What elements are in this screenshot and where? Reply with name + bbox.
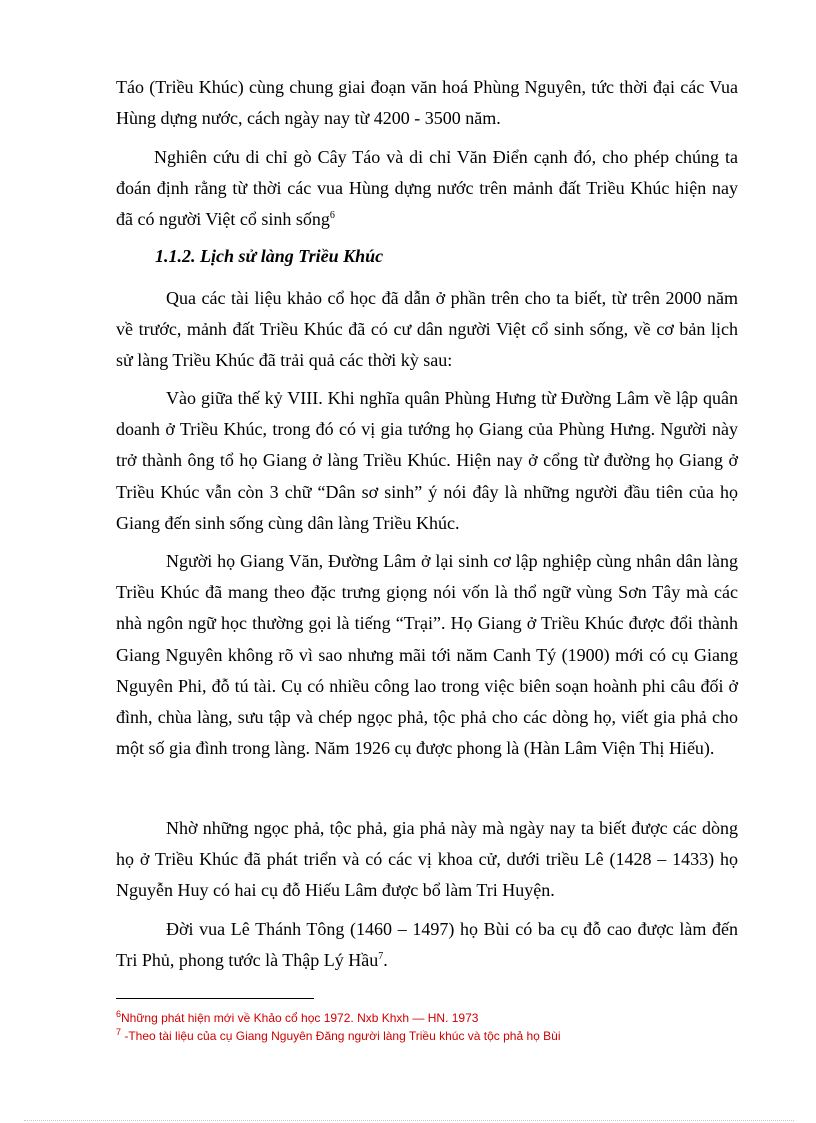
paragraph-2 [116,142,738,236]
footnote-7-text: -Theo tài liệu của cụ Giang Nguyên Đăng người làng Triều khúc và tộc phả họ Bùi [121,1029,561,1043]
footnote-6-text: Những phát hiện mới về Khảo cổ học 1972. Nxb Khxh — HN. 1973 [121,1011,479,1025]
paragraph-1 [116,72,738,134]
footnote-7-mark: 7 [116,1027,122,1037]
footnote-separator [116,998,314,999]
paragraph-3 [116,283,738,377]
paragraph-6-text: Nhờ những ngọc phả, tộc phả, gia phả này mà ngày nay ta biết được các dòng họ ở Triều Khúc đã phát triển và có các vị khoa cử, dưới triều Lê (1428 – 1433) họ Nguyễn Huy có hai cụ đỗ Hiếu Lâm được bổ làm Tri Huyện. [116,818,738,901]
paragraph-7-period: . [383,950,388,971]
footnote-6-mark: 6 [116,1009,122,1019]
section-heading: 1.1.2. Lịch sử làng Triều Khúc [155,246,384,266]
paragraph-4 [116,383,738,539]
paragraph-4-text: Vào giữa thế kỷ VIII. Khi nghĩa quân Phùng Hưng từ Đường Lâm về lập quân doanh ở Triều Khúc, trong đó có vị gia tướng họ Giang của Phùng Hưng. Người này trở thành ông tổ họ Giang ở làng Triều Khúc. Hiện nay ở cổng từ đường họ Giang ở Triều Khúc vẫn còn 3 chữ “Dân sơ sinh” ý nói đây là những người đầu tiên của họ Giang đến sinh sống cùng dân làng Triều Khúc. [116,388,738,533]
paragraph-7-text: Đời vua Lê Thánh Tông (1460 – 1497) họ Bùi có ba cụ đỗ cao được làm đến Tri Phủ, phong tước là Thập Lý Hầu [116,919,738,971]
paragraph-3-text: Qua các tài liệu khảo cổ học đã dẫn ở phần trên cho ta biết, từ trên 2000 năm về trước, mảnh đất Triều Khúc đã có cư dân người Việt cổ sinh sống, về cơ bản lịch sử làng Triều Khúc đã trải quả các thời kỳ sau: [116,288,738,371]
page-bottom-border [24,1120,794,1121]
footnote-ref-6[interactable]: 6 [329,210,335,222]
paragraph-5 [116,546,738,764]
footnote-ref-7[interactable]: 7 [378,951,384,963]
footnote-7 [116,1029,756,1043]
paragraph-5-text: Người họ Giang Văn, Đường Lâm ở lại sinh cơ lập nghiệp cùng nhân dân làng Triều Khúc đã mang theo đặc trưng giọng nói vốn là thổ ngữ vùng Sơn Tây mà các nhà ngôn ngữ học thường gọi là tiếng “Trại”. Họ Giang ở Triều Khúc được đổi thành Giang Nguyên không rõ vì sao nhưng mãi tới năm Canh Tý (1900) mới có cụ Giang Nguyên Phi, đỗ tú tài. Cụ có nhiều công lao trong việc biên soạn hoành phi câu đối ở đình, chùa làng, sưu tập và chép ngọc phả, tộc phả cho các dòng họ, viết gia phả cho một số gia đình trong làng. Năm 1926 cụ được phong là (Hàn Lâm Viện Thị Hiếu). [116,551,738,759]
paragraph-2-text: Nghiên cứu di chỉ gò Cây Táo và di chỉ Văn Điển cạnh đó, cho phép chúng ta đoán định rằng từ thời các vua Hùng dựng nước trên mảnh đất Triều Khúc hiện nay đã có người Việt cổ sinh sống [116,147,738,230]
footnote-6 [116,1011,756,1025]
paragraph-6 [116,813,738,907]
paragraph-1-text: Táo (Triều Khúc) cùng chung giai đoạn văn hoá Phùng Nguyên, tức thời đại các Vua Hùng dựng nước, cách ngày nay từ 4200 - 3500 năm. [116,77,738,129]
paragraph-7 [116,914,738,976]
